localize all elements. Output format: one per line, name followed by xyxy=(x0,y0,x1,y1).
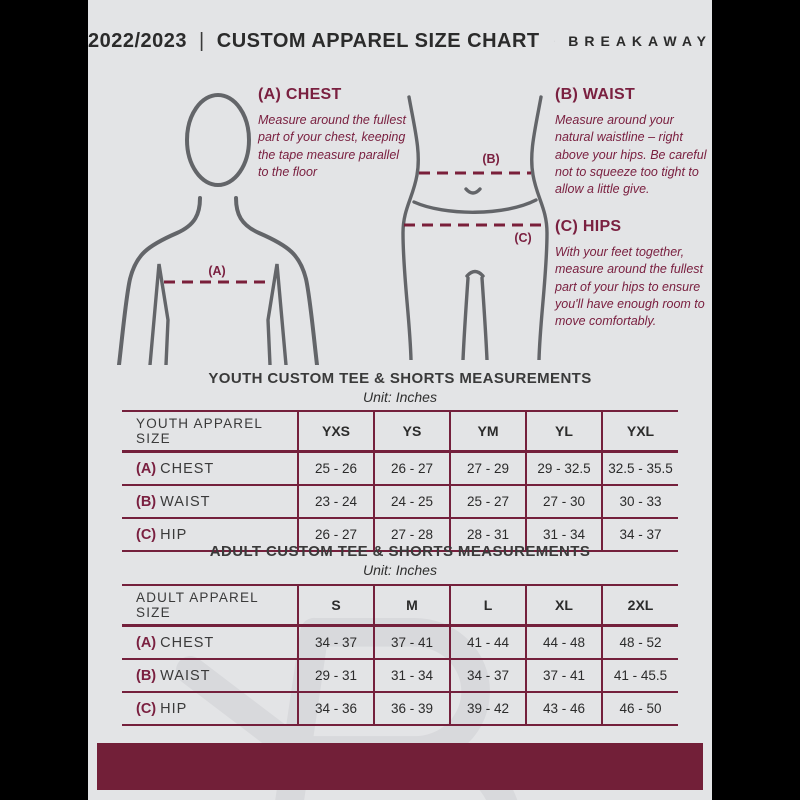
measurement-cell: 36 - 39 xyxy=(374,692,450,725)
row-marker: (A) xyxy=(136,634,157,651)
adult-size-label: ADULT APPAREL SIZE xyxy=(136,590,259,620)
hips-guide-description: With your feet together, measure around the fullest part of your hips to ensure you'll have enough room to move comfortably. xyxy=(555,245,705,328)
measurement-cell: 30 - 33 xyxy=(602,485,678,518)
footer-accent-bar xyxy=(97,743,703,790)
measurement-cell: 31 - 34 xyxy=(526,518,602,551)
measurement-cell: 41 - 44 xyxy=(450,626,526,660)
measurement-cell: 27 - 29 xyxy=(450,452,526,486)
row-marker: (C) xyxy=(136,526,157,543)
measurement-cell: 34 - 36 xyxy=(298,692,374,725)
figure-hip-curve xyxy=(414,200,536,212)
row-marker: (B) xyxy=(136,493,157,510)
measurement-cell: 48 - 52 xyxy=(602,626,678,660)
figure-right-side xyxy=(532,97,547,360)
hips-guide xyxy=(555,218,707,330)
row-label: WAIST xyxy=(160,667,211,684)
size-column-header: XL xyxy=(526,585,602,626)
measurement-cell: 46 - 50 xyxy=(602,692,678,725)
row-label: WAIST xyxy=(160,493,211,510)
figure-right-armpit xyxy=(268,264,286,365)
figure-right-inner-leg xyxy=(482,278,487,360)
table-row xyxy=(122,452,678,486)
table-header-row xyxy=(122,585,678,626)
measurement-cell: 29 - 32.5 xyxy=(526,452,602,486)
table-row xyxy=(122,485,678,518)
size-column-header: YM xyxy=(450,411,526,452)
size-column-header: YL xyxy=(526,411,602,452)
measurement-cell: 23 - 24 xyxy=(298,485,374,518)
figure-left-inner-leg xyxy=(463,278,468,360)
brand-name: BREAKAWAY xyxy=(568,33,712,49)
measurement-cell: 37 - 41 xyxy=(526,659,602,692)
measurement-cell: 34 - 37 xyxy=(298,626,374,660)
table-header-row xyxy=(122,411,678,452)
measurement-cell: 27 - 30 xyxy=(526,485,602,518)
waist-guide xyxy=(555,86,707,198)
season-label: 2022/2023 xyxy=(88,29,188,52)
measurement-cell: 31 - 34 xyxy=(374,659,450,692)
figure-right-shoulder-arm xyxy=(236,198,317,365)
row-label: HIP xyxy=(160,700,188,717)
size-column-header: L xyxy=(450,585,526,626)
youth-section-title xyxy=(122,370,678,405)
youth-table-title: YOUTH CUSTOM TEE & SHORTS MEASUREMENTS xyxy=(208,370,592,387)
page-title: CUSTOM APPAREL SIZE CHART xyxy=(216,29,540,52)
figure-crotch xyxy=(467,272,483,277)
measurement-cell: 29 - 31 xyxy=(298,659,374,692)
measurement-cell: 43 - 46 xyxy=(526,692,602,725)
size-column-header: YS xyxy=(374,411,450,452)
table-row xyxy=(122,659,678,692)
measurement-cell: 44 - 48 xyxy=(526,626,602,660)
measurement-cell: 32.5 - 35.5 xyxy=(602,452,678,486)
figure-navel xyxy=(466,189,480,193)
row-marker: (C) xyxy=(136,700,157,717)
chest-guide xyxy=(258,86,410,181)
adult-section-title xyxy=(122,543,678,578)
chest-guide-description: Measure around the fullest part of your chest, keeping the tape measure parallel to the floor xyxy=(258,113,407,179)
measurement-cell: 26 - 27 xyxy=(374,452,450,486)
adult-size-table xyxy=(122,584,678,726)
measurement-cell: 27 - 28 xyxy=(374,518,450,551)
measurement-cell: 37 - 41 xyxy=(374,626,450,660)
waist-marker-label: (B) xyxy=(482,152,500,166)
measurement-cell: 25 - 27 xyxy=(450,485,526,518)
measurement-cell: 34 - 37 xyxy=(450,659,526,692)
size-column-header: M xyxy=(374,585,450,626)
size-chart-page xyxy=(88,0,712,800)
size-column-header: YXS xyxy=(298,411,374,452)
measurement-cell: 34 - 37 xyxy=(602,518,678,551)
adult-table-title: ADULT CUSTOM TEE & SHORTS MEASUREMENTS xyxy=(209,543,591,560)
measurement-cell: 39 - 42 xyxy=(450,692,526,725)
size-column-header: 2XL xyxy=(602,585,678,626)
measurement-cell: 25 - 26 xyxy=(298,452,374,486)
figure-left-side xyxy=(403,97,418,360)
youth-size-table xyxy=(122,410,678,552)
header-separator: | xyxy=(199,29,205,52)
chest-guide-title: (A) CHEST xyxy=(258,86,342,103)
row-label: CHEST xyxy=(160,460,215,477)
hip-marker-label: (C) xyxy=(514,231,532,245)
header-titles xyxy=(88,30,540,53)
waist-guide-description: Measure around your natural waistline – right above your hips. Be careful not to squeeze too tight to allow a little give. xyxy=(555,113,707,196)
measurement-cell: 41 - 45.5 xyxy=(602,659,678,692)
hips-guide-title: (C) HIPS xyxy=(555,218,622,235)
row-marker: (B) xyxy=(136,667,157,684)
row-marker: (A) xyxy=(136,460,157,477)
waist-hips-diagram xyxy=(390,95,560,360)
header xyxy=(88,20,712,62)
adult-table-unit: Unit: Inches xyxy=(363,562,437,578)
youth-size-label: YOUTH APPAREL SIZE xyxy=(136,416,263,446)
figure-left-armpit xyxy=(150,264,168,365)
youth-table-unit: Unit: Inches xyxy=(363,389,437,405)
measurement-cell: 28 - 31 xyxy=(450,518,526,551)
table-row xyxy=(122,692,678,725)
measurement-cell: 26 - 27 xyxy=(298,518,374,551)
figure-head xyxy=(187,95,249,185)
row-label: CHEST xyxy=(160,634,215,651)
row-label: HIP xyxy=(160,526,188,543)
table-row xyxy=(122,626,678,660)
breakaway-b-logo-icon xyxy=(554,18,555,64)
size-column-header: YXL xyxy=(602,411,678,452)
waist-guide-title: (B) WAIST xyxy=(555,86,636,103)
size-column-header: S xyxy=(298,585,374,626)
chest-marker-label: (A) xyxy=(208,264,226,278)
measurement-cell: 24 - 25 xyxy=(374,485,450,518)
